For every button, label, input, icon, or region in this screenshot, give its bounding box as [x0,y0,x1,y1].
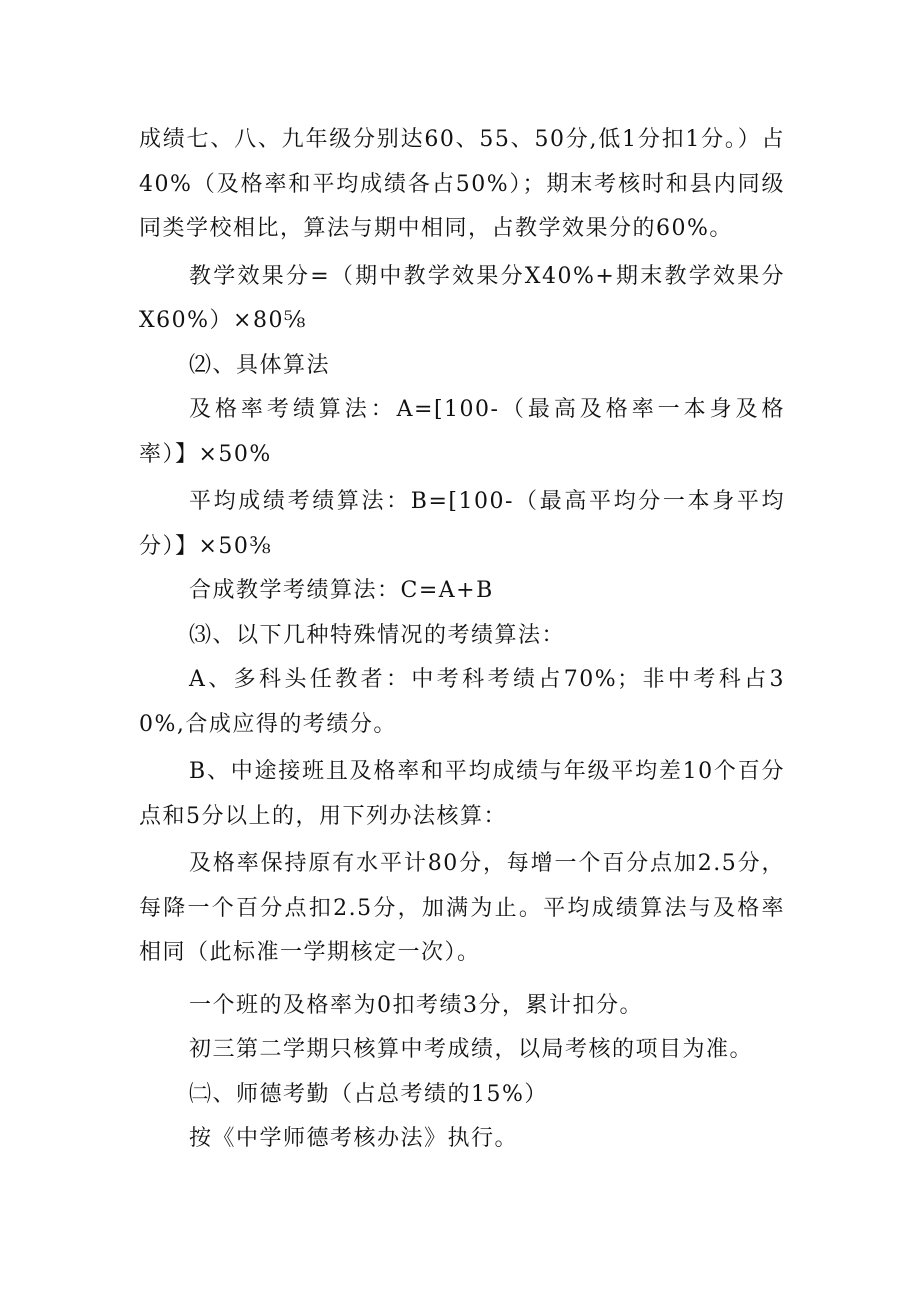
section-heading-specific-algorithm: ⑵、具体算法 [189,352,331,378]
paragraph-grade-nine-rule: 初三第二学期只核算中考成绩，以局考核的项目为准。 [189,1037,754,1062]
document-body [139,118,785,1162]
paragraph-ethics-method: 按《中学师德考核办法》执行。 [189,1126,519,1151]
section-heading-ethics-attendance: ㈡、师德考勤（占总考绩的15%） [189,1081,548,1107]
paragraph-grade-thresholds: 成绩七、八、九年级分别达60、55、50分,低1分扣1分。）占40%（及格率和平均成绩各占50%）；期末考核时和县内同级同类学校相比，算法与期中相同，占教学效果分的60%。 [139,127,785,241]
paragraph-zero-pass-deduction: 一个班的及格率为0扣考绩3分，累计扣分。 [189,992,643,1018]
section-heading-special-cases: ⑶、以下几种特殊情况的考绩算法： [189,622,566,648]
paragraph-teaching-effect-formula: 教学效果分=（期中教学效果分X40%+期末教学效果分X60%）×80⅝ [139,263,785,333]
paragraph-pass-rate-formula: 及格率考绩算法：A=[100-（最高及格率一本身及格率）】×50% [139,397,785,467]
paragraph-case-b: B、中途接班且及格率和平均成绩与年级平均差10个百分点和5分以上的，用下列办法核算： [139,759,785,829]
paragraph-case-a: A、多科头任教者：中考科考绩占70%；非中考科占30%,合成应得的考绩分。 [139,667,785,737]
paragraph-combined-formula: 合成教学考绩算法：C=A+B [189,578,494,603]
paragraph-pass-rate-adjustment: 及格率保持原有水平计80分，每增一个百分点加2.5分，每降一个百分点扣2.5分，加满为止。平均成绩算法与及格率相同（此标准一学期核定一次）。 [139,851,785,965]
paragraph-average-score-formula: 平均成绩考绩算法：B=[100-（最高平均分一本身平均分）】×50⅜ [139,489,785,559]
